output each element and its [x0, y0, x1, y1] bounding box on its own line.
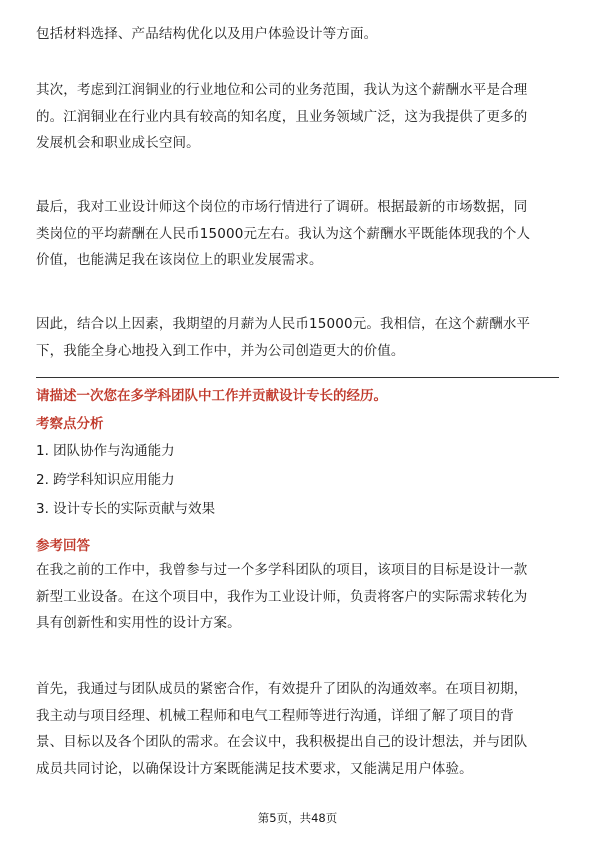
text-line: 我主动与项目经理、机械工程师和电气工程师等进行沟通，详细了解了项目的背: [36, 707, 514, 724]
text-line: 包括材料选择、产品结构优化以及用户体验设计等方面。: [36, 26, 378, 42]
text-line: 发展机会和职业成长空间。: [36, 135, 200, 151]
paragraph-continuation: [36, 21, 559, 48]
text-line: 下，我能全身心地投入到工作中，并为公司创造更大的价值。: [36, 342, 405, 359]
text-line: 最后，我对工业设计师这个岗位的市场行情进行了调研。根据最新的市场数据，同: [36, 199, 528, 215]
paragraph-conclusion: [36, 311, 559, 364]
text-line: 价值，也能满足我在该岗位上的职业发展需求。: [36, 252, 323, 268]
paragraph-market-research: [36, 194, 559, 274]
analysis-item: 3. 设计专长的实际贡献与效果: [36, 501, 216, 517]
analysis-item: 2. 跨学科知识应用能力: [36, 472, 175, 488]
analysis-label: 考察点分析: [36, 416, 104, 432]
text-line: 具有创新性和实用性的设计方案。: [36, 615, 241, 631]
answer-paragraph-communication: [36, 676, 559, 782]
text-line: 因此，结合以上因素，我期望的月薪为人民币15000元。我相信，在这个薪酬水平: [36, 316, 531, 332]
interview-question: 请描述一次您在多学科团队中工作并贡献设计专长的经历。: [36, 388, 387, 404]
text-line: 首先，我通过与团队成员的紧密合作，有效提升了团队的沟通效率。在项目初期，: [36, 681, 528, 697]
text-line: 新型工业设备。在这个项目中，我作为工业设计师，负责将客户的实际需求转化为: [36, 588, 528, 605]
analysis-item: 1. 团队协作与沟通能力: [36, 443, 175, 459]
document-page: [36, 0, 559, 842]
answer-label: 参考回答: [36, 538, 90, 554]
text-line: 景、目标以及各个团队的需求。在会议中，我积极提出自己的设计想法，并与团队: [36, 734, 528, 750]
section-divider: [36, 377, 559, 378]
text-line: 在我之前的工作中，我曾参与过一个多学科团队的项目，该项目的目标是设计一款: [36, 562, 528, 578]
text-line: 其次，考虑到江润铜业的行业地位和公司的业务范围，我认为这个薪酬水平是合理: [36, 82, 528, 98]
answer-paragraph-intro: [36, 557, 559, 637]
text-line: 成员共同讨论，以确保设计方案既能满足技术要求，又能满足用户体验。: [36, 760, 473, 777]
paragraph-reasonableness: [36, 77, 559, 157]
text-line: 的。江润铜业在行业内具有较高的知名度，且业务领域广泛，这为我提供了更多的: [36, 108, 528, 125]
page-number: 第5页，共48页: [257, 811, 338, 825]
text-line: 类岗位的平均薪酬在人民币15000元左右。我认为这个薪酬水平既能体现我的个人: [36, 225, 531, 242]
